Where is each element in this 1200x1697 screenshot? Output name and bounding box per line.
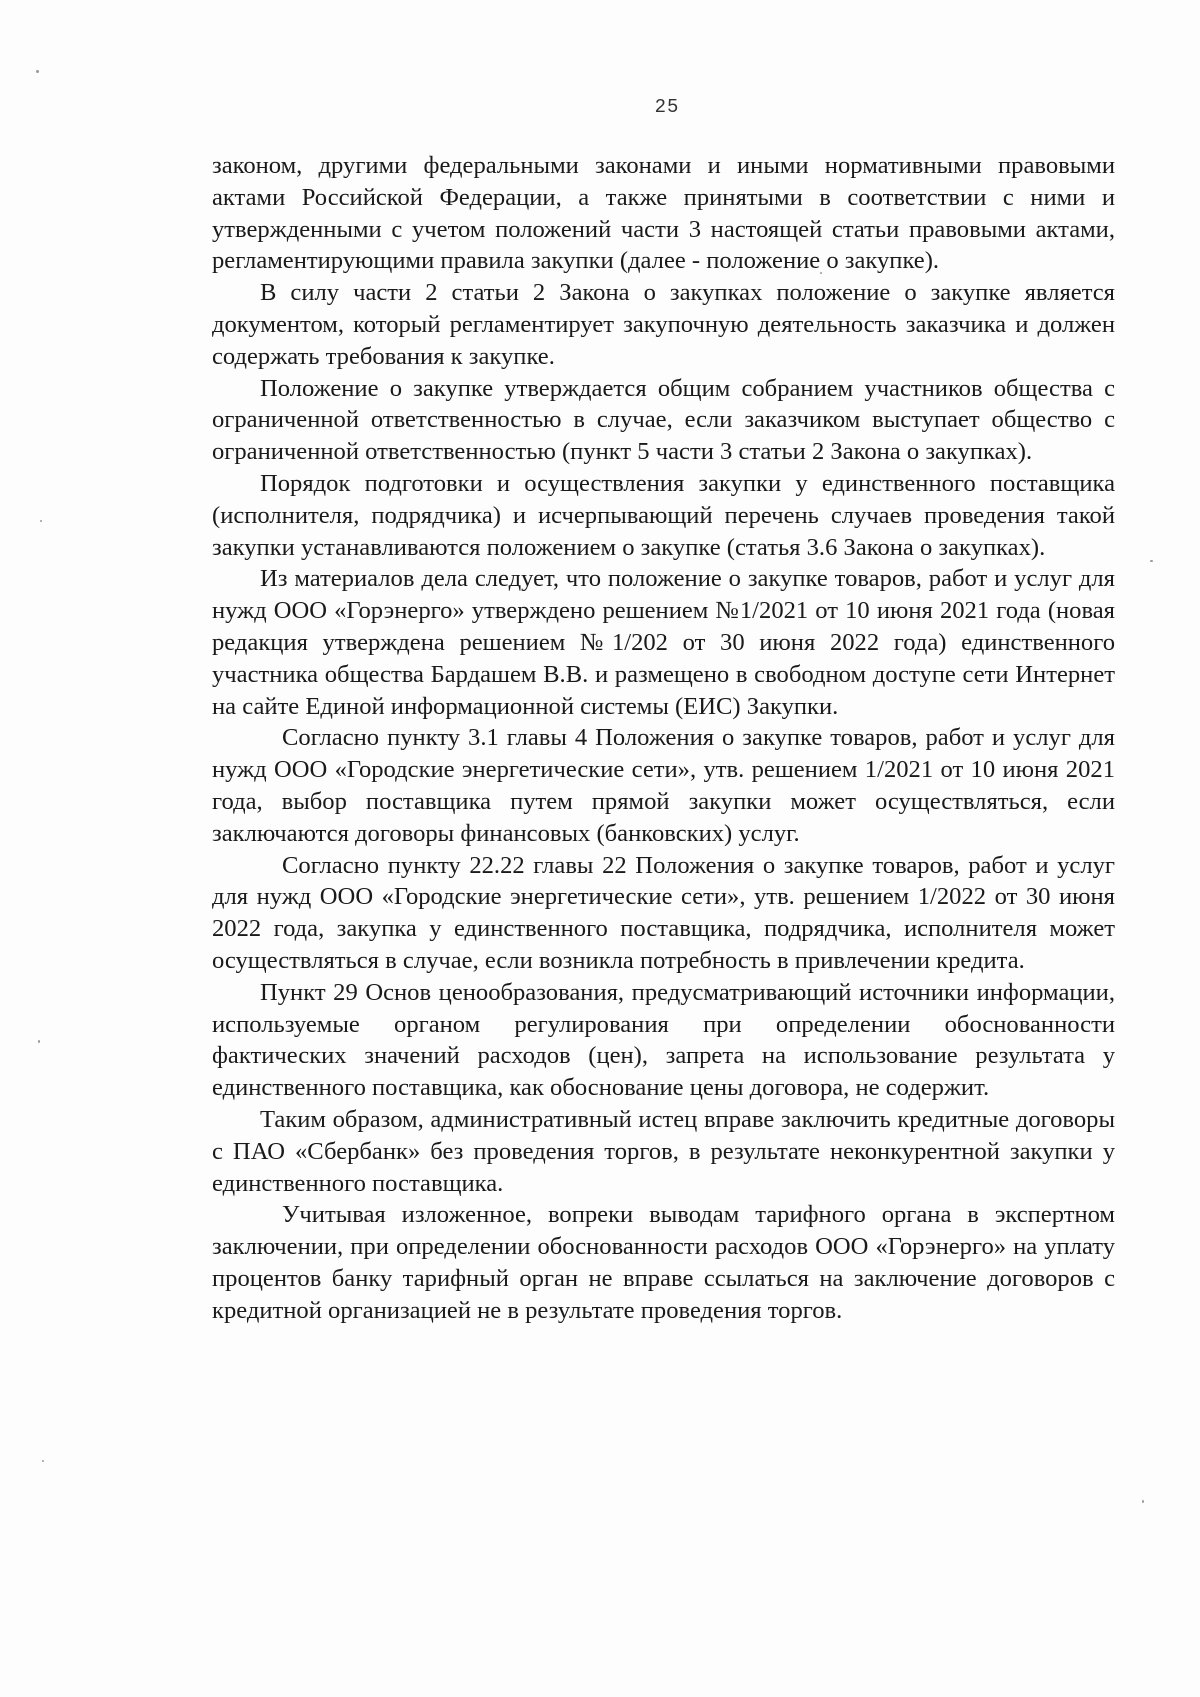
scan-speck	[40, 520, 42, 522]
paragraph: Согласно пункту 22.22 главы 22 Положения о закупке товаров, работ и услуг для нужд ООО «Городские энергетические сети», утв. решением 1/2022 от 30 июня 2022 года, закупка у единственного поставщика, подрядчика, исполнителя может осуществляться в случае, если возникла потребность в привлечении кредита.	[212, 851, 1115, 974]
paragraph: Положение о закупке утверждается общим собранием участников общества с ограниченной ответственностью в случае, если заказчиком выступает общество с ограниченной ответственностью (пункт 5 части 3 статьи 2 Закона о закупках).	[212, 374, 1115, 466]
paragraph: Согласно пункту 3.1 главы 4 Положения о закупке товаров, работ и услуг для нужд ООО «Городские энергетические сети», утв. решением 1/2021 от 10 июня 2021 года, выбор поставщика путем прямой закупки может осуществляться, если заключаются договоры финансовых (банковских) услуг.	[212, 724, 1115, 847]
scan-speck	[38, 1040, 40, 1043]
scan-speck	[1142, 1500, 1144, 1503]
scan-speck	[36, 70, 39, 73]
scan-speck	[42, 1460, 44, 1462]
scan-speck	[1150, 560, 1153, 562]
paragraph: Пункт 29 Основ ценообразования, предусматривающий источники информации, используемые органом регулирования при определении обоснованности фактических значений расходов (цен), запрета на использование результата у единственного поставщика, как обоснование цены договора, не содержит.	[212, 978, 1115, 1102]
document-body	[212, 150, 1115, 1326]
paragraph: Из материалов дела следует, что положение о закупке товаров, работ и услуг для нужд ООО «Горэнерго» утверждено решением №1/2021 от 10 июня 2021 года (новая редакция утверждена решением №1/202 от 30 июня 2022 года) единственного участника общества Бардашем В.В. и размещено в свободном доступе сети Интернет на сайте Единой информационной системы (ЕИС) Закупки.	[212, 565, 1115, 720]
paragraph: Таким образом, административный истец вправе заключить кредитные договоры с ПАО «Сбербанк» без проведения торгов, в результате неконкурентной закупки у единственного поставщика.	[212, 1105, 1115, 1197]
paragraph: законом, другими федеральными законами и иными нормативными правовыми актами Российской Федерации, а также принятыми в соответствии с ними и утвержденными с учетом положений части 3 настоящей статьи правовыми актами, регламентирующими правила закупки (далее - положение о закупке).	[212, 152, 1115, 275]
page-number: 25	[654, 96, 680, 118]
paragraph: Учитывая изложенное, вопреки выводам тарифного органа в экспертном заключении, при определении обоснованности расходов ООО «Горэнерго» на уплату процентов банку тарифный орган не вправе ссылаться на заключение договоров с кредитной организацией не в результате проведения торгов.	[212, 1201, 1115, 1324]
paragraph: В силу части 2 статьи 2 Закона о закупках положение о закупке является документом, который регламентирует закупочную деятельность заказчика и должен содержать требования к закупке.	[212, 279, 1115, 370]
paragraph: Порядок подготовки и осуществления закупки у единственного поставщика (исполнителя, подрядчика) и исчерпывающий перечень случаев проведения такой закупки устанавливаются положением о закупке (статья 3.6 Закона о закупках).	[212, 469, 1115, 561]
